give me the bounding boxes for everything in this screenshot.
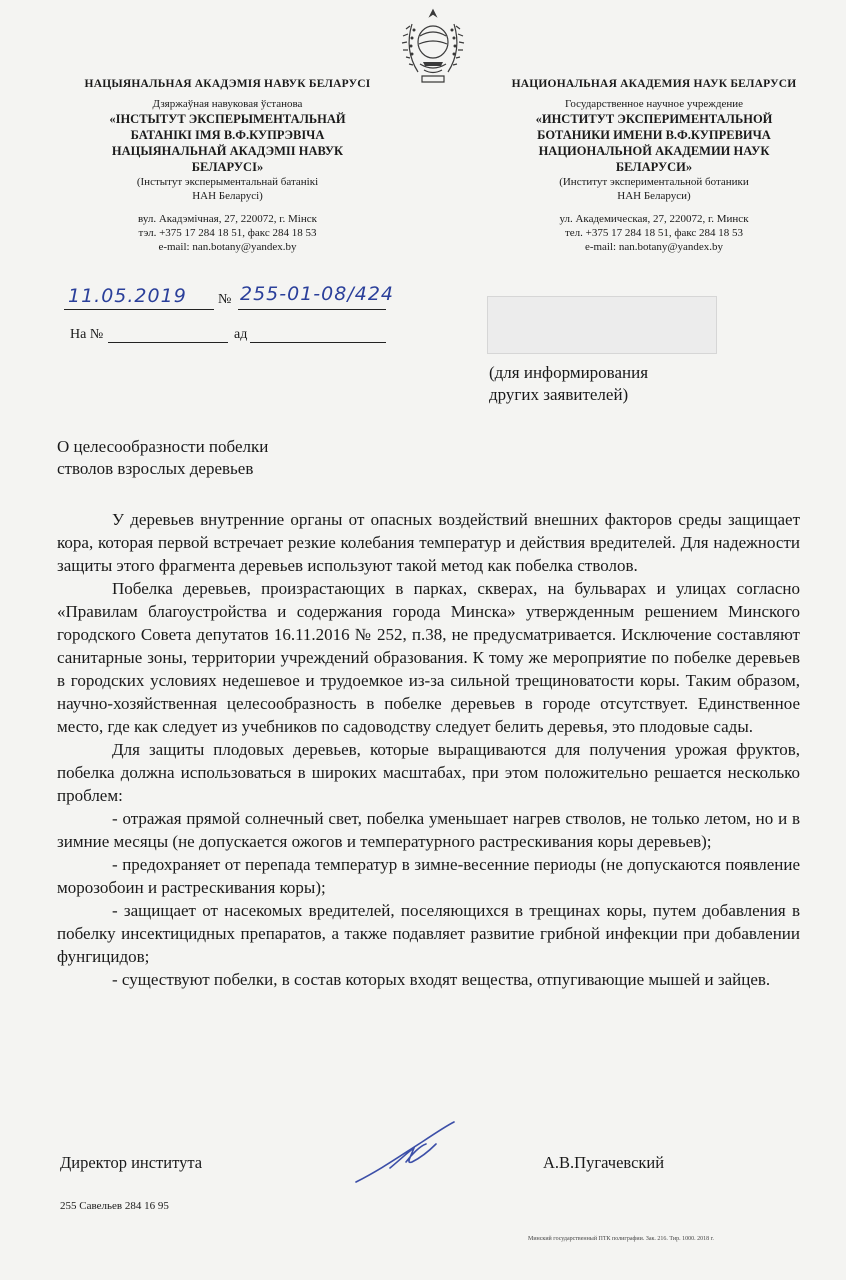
- institute-name-ru-line3: НАЦИОНАЛЬНОЙ АКАДЕМИИ НАУК: [538, 144, 770, 158]
- address-ru: ул. Академическая, 27, 220072, г. Минск: [559, 213, 749, 225]
- academy-name-by: НАЦЫЯНАЛЬНАЯ АКАДЭМІЯ НАВУК БЕЛАРУСІ: [84, 78, 371, 90]
- paragraph-1: У деревьев внутренние органы от опасных воздействий внешних факторов среды защищает кора, которая первой встречает резкие колебания температур и действия вредителей. Для надежности защиты этого фрагмента деревьев используют такой метод как побелка стволов.: [57, 510, 800, 575]
- phone-by: тэл. +375 17 284 18 51, факс 284 18 53: [138, 227, 317, 239]
- bullet-4: - существуют побелки, в состав которых входят вещества, отпугивающие мышей и зайцев.: [112, 970, 771, 989]
- email-by: e-mail: nan.botany@yandex.by: [158, 241, 297, 253]
- reply-date-line: [250, 342, 386, 343]
- letter-body: [57, 508, 800, 991]
- paragraph-2: Побелка деревьев, произрастающих в парках, скверах, на бульварах и улицах согласно «Правилам благоустройства и содержания города Минска» утвержденным решением Минского городского Совета депутатов 16.11.2016 № 252, п.38, не предусматривается. Исключение составляют санитарные зоны, территории учреждений образования. К тому же мероприятие по побелке деревьев в городских условиях недешевое и трудоемкое из-за сильной трещиноватости коры. Таким образом, научно-хозяйственная целесообразность в побелке деревьев в городе отсутствует. Единственное место, где как следует из учебников по садоводству следует белить деревья, это плодовые сады.: [57, 579, 800, 736]
- handwritten-signature: [350, 1118, 460, 1188]
- institute-name-by-line2: БАТАНІКІ ІМЯ В.Ф.КУПРЭВІЧА: [130, 128, 325, 142]
- academy-name-ru: НАЦИОНАЛЬНАЯ АКАДЕМИЯ НАУК БЕЛАРУСИ: [511, 78, 797, 90]
- redacted-recipient: [487, 296, 717, 354]
- outgoing-number: 255-01-08/424: [240, 283, 394, 305]
- reply-to-label: На №: [70, 327, 104, 342]
- header-belarusian: [60, 77, 395, 254]
- number-sign: №: [218, 292, 232, 307]
- header-russian: [484, 77, 824, 254]
- belarus-emblem-icon: [398, 6, 468, 86]
- institute-name-by-line3: НАЦЫЯНАЛЬНАЙ АКАДЭМІІ НАВУК: [111, 144, 344, 158]
- institute-name-by-line1: «ІНСТЫТУТ ЭКСПЕРЫМЕНТАЛЬНАЙ: [109, 112, 346, 126]
- outgoing-date: 11.05.2019: [68, 285, 187, 307]
- date-underline: [64, 309, 214, 310]
- bullet-3: - защищает от насекомых вредителей, поселяющихся в трещинах коры, путем добавления в побелку инсектицидных препаратов, а также подавляет развитие грибной инфекции при добавлении фунгицидов;: [57, 901, 800, 966]
- subject-line1: О целесообразности побелки: [57, 437, 269, 456]
- number-underline: [238, 309, 386, 310]
- institute-name-ru-line4: БЕЛАРУСИ»: [615, 160, 693, 174]
- short-name-ru-line1: (Институт экспериментальной ботаники: [559, 176, 749, 188]
- recipient-note-line1: (для информирования: [489, 363, 649, 382]
- short-name-ru-line2: НАН Беларуси): [617, 190, 691, 202]
- signatory-name: А.В.Пугачевский: [543, 1153, 665, 1172]
- email-ru: e-mail: nan.botany@yandex.by: [584, 241, 724, 253]
- institution-type-ru: Государственное научное учреждение: [565, 98, 743, 110]
- phone-ru: тел. +375 17 284 18 51, факс 284 18 53: [564, 227, 744, 239]
- reply-date-label: ад: [234, 327, 248, 342]
- recipient-note: [489, 362, 648, 406]
- institute-name-ru-line2: БОТАНИКИ ИМЕНИ В.Ф.КУПРЕВИЧА: [537, 128, 771, 142]
- short-name-by-line1: (Інстытут эксперыментальнай батанікі: [136, 176, 319, 188]
- executor-info: 255 Савельев 284 16 95: [60, 1200, 169, 1212]
- bullet-2: - предохраняет от перепада температур в зимне-весенние периоды (не допускаются появление морозобоин и растрескивания коры);: [57, 855, 800, 897]
- printer-note: Минский государственный ПТК полиграфии. Зак. 216. Тир. 1000. 2018 г.: [528, 1236, 714, 1242]
- address-by: вул. Акадэмічная, 27, 220072, г. Мінск: [138, 213, 317, 225]
- subject-line2: стволов взрослых деревьев: [57, 459, 254, 478]
- institute-name-ru-line1: «ИНСТИТУТ ЭКСПЕРИМЕНТАЛЬНОЙ: [535, 112, 773, 126]
- bullet-1: - отражая прямой солнечный свет, побелка уменьшает нагрев стволов, не только летом, но и в зимние месяцы (не допускается ожогов и температурного растрескивания коры деревьев);: [57, 809, 800, 851]
- recipient-note-line2: других заявителей): [489, 385, 629, 404]
- paragraph-3: Для защиты плодовых деревьев, которые выращиваются для получения урожая фруктов, побелка должна использоваться в широких масштабах, при этом положительно решается несколько проблем:: [57, 740, 800, 805]
- reply-number-line: [108, 342, 228, 343]
- signatory-position: Директор института: [60, 1153, 203, 1172]
- institution-type-by: Дзяржаўная навуковая ўстанова: [152, 98, 303, 110]
- short-name-by-line2: НАН Беларусі): [192, 190, 263, 202]
- institute-name-by-line4: БЕЛАРУСІ»: [191, 160, 264, 174]
- letter-subject: [57, 436, 268, 480]
